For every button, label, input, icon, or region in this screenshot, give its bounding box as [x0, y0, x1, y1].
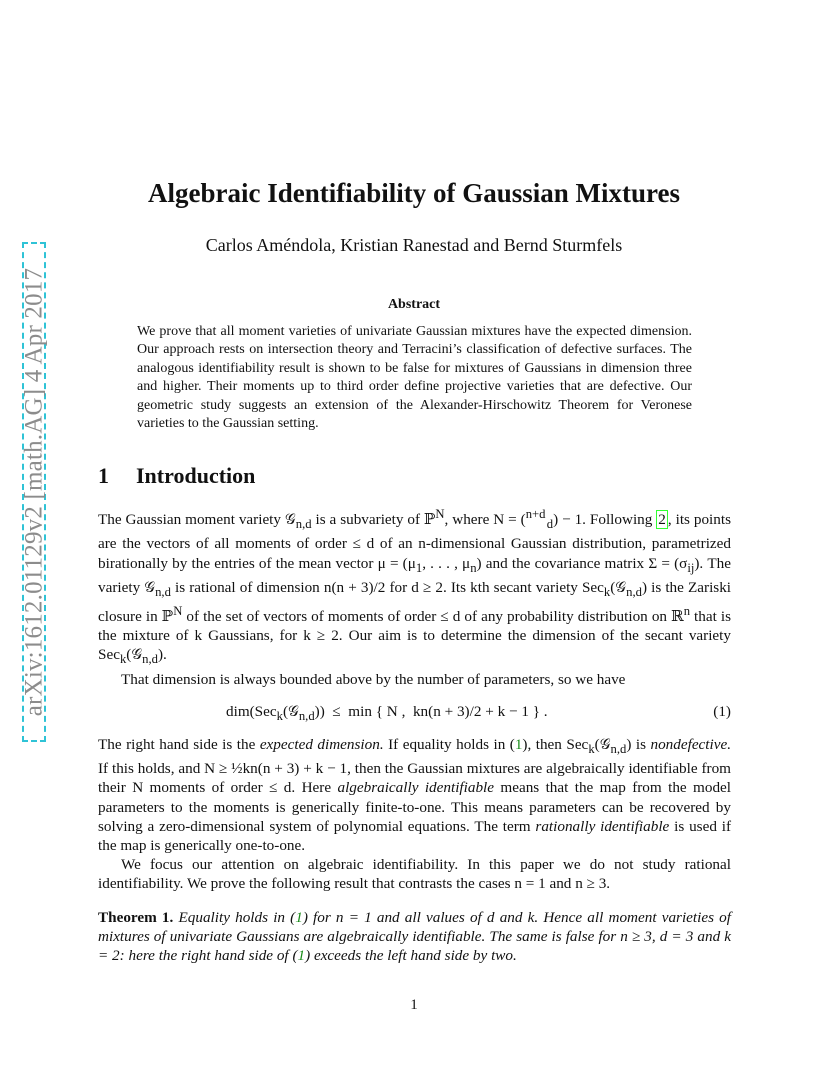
paragraph: That dimension is always bounded above by the number of parameters, so we have — [121, 670, 626, 688]
arxiv-stamp — [22, 242, 46, 742]
equation-ref-link[interactable]: 1 — [295, 908, 303, 926]
abstract-body: We prove that all moment varieties of univariate Gaussian mixtures have the expected dimension. Our approach rests on intersection theory and Terracini’s classification of defective surfaces. The analogous identifiability result is shown to be false for mixtures of Gaussians in dimension three and higher. Their moments up to third order define projective varieties that are defective. Our geometric study suggests an extension of the Alexander-Hirschowitz Theorem for Veronese varieties to the Gaussian setting. — [137, 324, 692, 432]
paragraph: We focus our attention on algebraic identifiability. In this paper we do not study rational identifiability. We prove the following result that contrasts the cases n = 1 and n ≥ 3. — [98, 856, 731, 893]
main-text — [98, 505, 731, 965]
equation — [98, 699, 731, 725]
section-title: Introduction — [136, 463, 256, 488]
section-number: 1 — [98, 463, 109, 488]
equation-ref-link[interactable]: 1 — [514, 735, 523, 753]
equation-number: (1) — [713, 702, 731, 720]
section-heading — [98, 463, 255, 489]
citation-link[interactable]: 2 — [658, 511, 666, 529]
theorem: Theorem 1. Equality holds in (1) for n = 1 and all values of d and k. Hence all moment varieties of mixtures of univariate Gaussians are algebraically identifiable. The same is false for n ≥ 3, d = 3 and k = 2: here the right hand side of (1) exceeds the left hand side by two. — [98, 908, 731, 964]
paragraph: The right hand side is the expected dimension. If equality holds in (1), then Sec$_k$(𝒢$_{n,d}$) is nondefective. If this holds, and N ≥ ½kn(n + 3) + k − 1, then the Gaussian mixtures are algebraically identifiable from their N moments of order ≤ d. Here algebraically identifiable means that the map from the model parameters to the moments is generically finite-to-one. This means parameters can be recovered by solving a zero-dimensional system of polynomial equations. The term rationally identifiable is used if the map is generically one-to-one. — [98, 735, 732, 854]
paper-title: Algebraic Identifiability of Gaussian Mixtures — [147, 178, 680, 208]
paragraph: The Gaussian moment variety 𝒢$_{n,d}$ is a subvariety of ℙ$^N$, where N = ($^{n+d}$ $_d$) − 1. Following 2 , its points are the vectors of all moments of order ≤ d of an n-dimensional Gaussian distribution, parametrized birationally by the entries of the mean vector $\mu = (\mu_1$, . . . , $\mu_n$) and the covariance matrix $\Sigma = (\sigma_{ij})$. The variety 𝒢$_{n,d}$ is rational of dimension n(n + 3)/2 for d ≥ 2. Its kth secant variety Sec$_k$(𝒢$_{n,d}$) is the Zariski closure in ℙ$^N$ of the set of vectors of moments of order ≤ d of any probability distribution on ℝ$^n$ that is the mixture of k Gaussians, for k ≥ 2. Our aim is to determine the dimension of the secant variety Sec$_k$(𝒢$_{n,d}$). — [98, 507, 732, 667]
abstract-heading: Abstract — [387, 297, 441, 312]
page-number: 1 — [410, 997, 418, 1013]
equation-ref-link[interactable]: 1 — [297, 946, 306, 964]
authors: Carlos Améndola, Kristian Ranestad and Bernd Sturmfels — [205, 235, 623, 255]
equation-body: dim(Sec$_k$(𝒢$_{n,d}$)) ≤ min { N , kn(n + 3)/2 + k − 1 } . — [226, 702, 548, 723]
arxiv-stamp-text: arXiv:1612.01129v2 [math.AG] 4 Apr 2017 — [20, 267, 47, 717]
theorem-label: Theorem 1. — [98, 908, 174, 926]
